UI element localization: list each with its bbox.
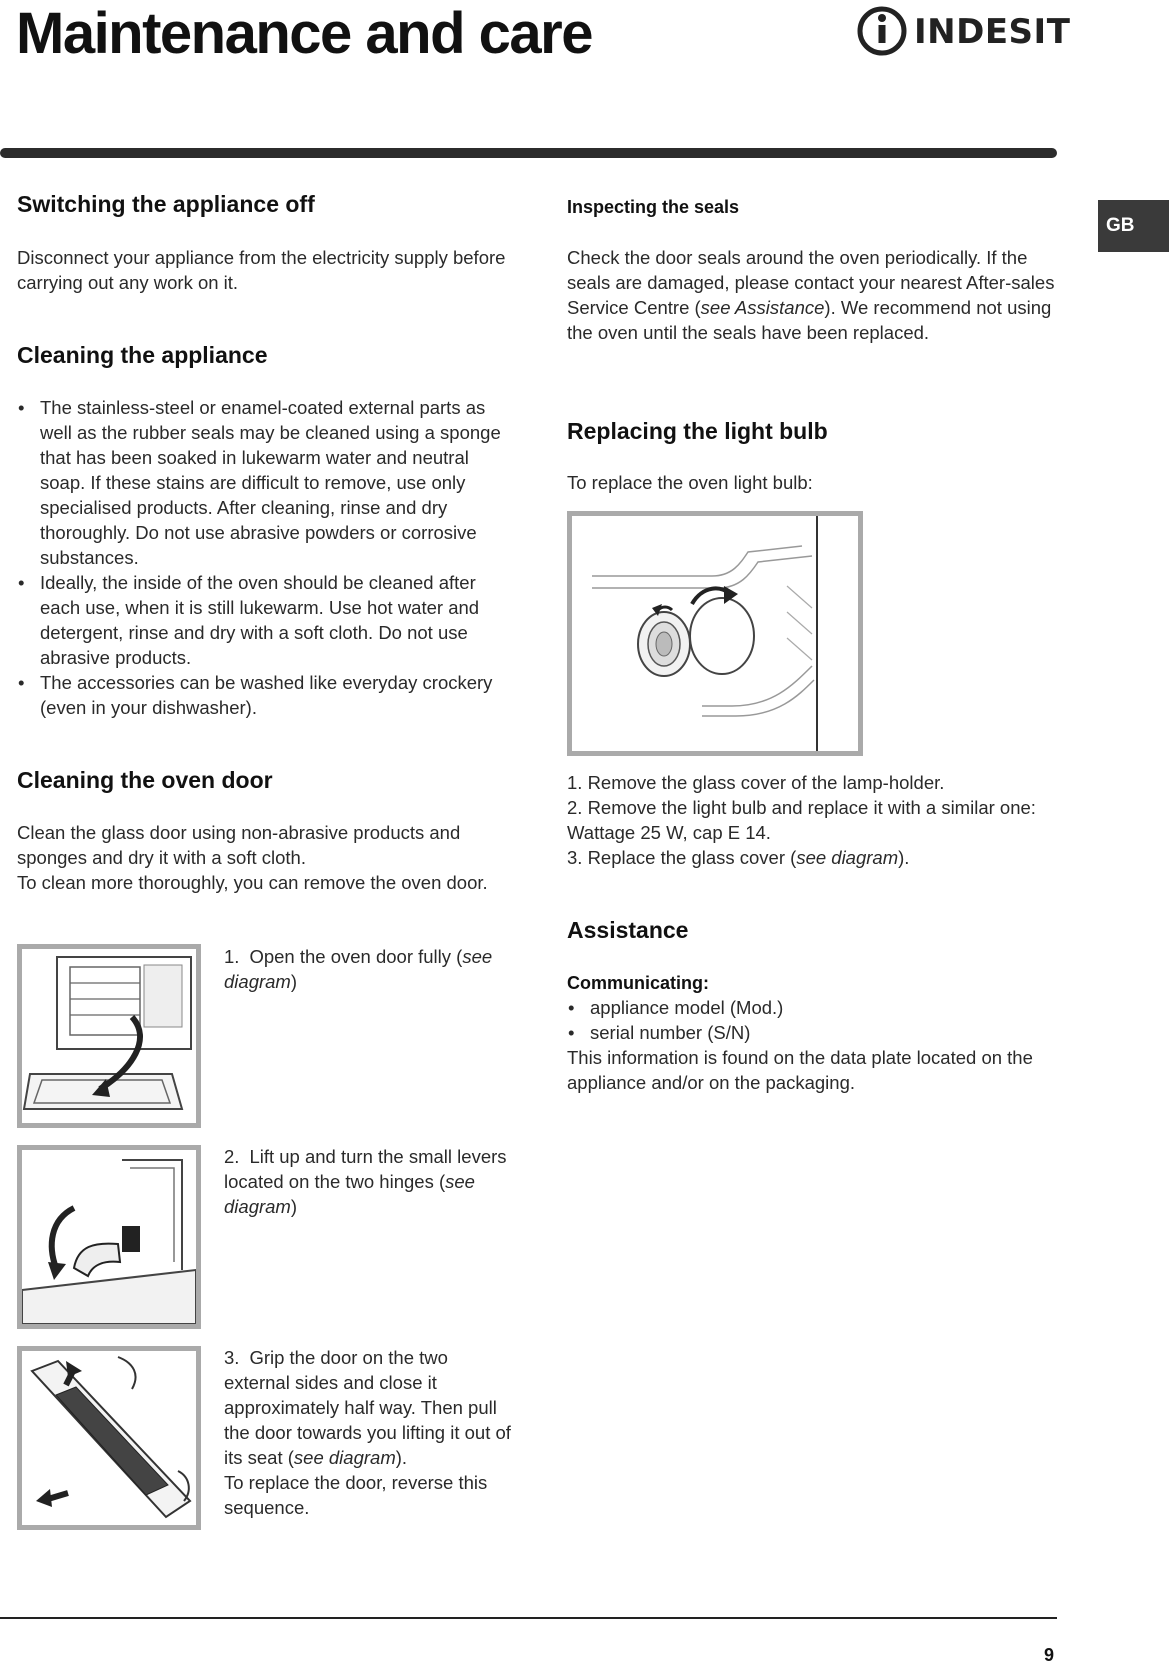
assistance-text: This information is found on the data plate located on the appliance and/or on the packaging. — [567, 1047, 1033, 1093]
indesit-logo — [856, 4, 1071, 58]
lamp-holder-diagram — [567, 511, 863, 756]
remove-door-diagram — [17, 1346, 201, 1530]
light-bulb-step-1: 1. Remove the glass cover of the lamp-holder. — [567, 772, 945, 793]
cleaning-door-intro: Clean the glass door using non-abrasive products and sponges and dry it with a soft cloth. — [17, 822, 461, 868]
step-text-extra: To replace the door, reverse this sequence. — [224, 1472, 488, 1518]
step-number: 3. — [224, 1347, 240, 1368]
assistance-subheading: Communicating: — [567, 973, 709, 993]
step-reference: see diagram — [224, 946, 493, 992]
door-step-2 — [224, 1144, 514, 1219]
list-item: • The stainless-steel or enamel-coated external parts as well as the rubber seals may be cleaned using a sponge that has been soaked in lukewarm water and neutral soap. If these stains are difficult to remove, use only specialised products. After cleaning, rinse and dry thoroughly. Do not use abrasive powders or corrosive substances. — [17, 395, 507, 570]
page-number: 9 — [1044, 1645, 1055, 1665]
light-bulb-intro: To replace the oven light bulb: — [567, 472, 813, 493]
step-text: Lift up and turn the small levers located on the two hinges ( — [224, 1146, 507, 1192]
door-step-1 — [224, 944, 514, 994]
seals-reference: see Assistance — [700, 297, 825, 318]
cleaning-appliance-list — [17, 395, 507, 720]
section-heading-cleaning-door: Cleaning the oven door — [17, 767, 273, 793]
list-item: • serial number (S/N) — [567, 1020, 1057, 1045]
page-title: Maintenance and care — [16, 1, 592, 66]
section-heading-cleaning-appliance: Cleaning the appliance — [17, 342, 268, 368]
assistance-list — [567, 995, 1057, 1045]
step-text-end: ). — [395, 1447, 408, 1468]
section-heading-switching-off: Switching the appliance off — [17, 191, 315, 217]
step-reference: see diagram — [293, 1447, 396, 1468]
brand-name: INDESIT — [914, 12, 1071, 52]
section-heading-seals: Inspecting the seals — [567, 197, 740, 217]
step-text: Open the oven door fully ( — [249, 946, 463, 967]
seals-text — [567, 245, 1057, 345]
lamp-holder-illustration — [572, 516, 858, 751]
step-text-end: ) — [290, 971, 298, 992]
step-text: Grip the door on the two external sides and close it approximately half way. Then pull the door towards you lifting it out of its seat ( — [224, 1347, 511, 1468]
hinge-lever-illustration — [22, 1150, 196, 1324]
seals-text-end: ). We recommend not using the oven until the seals have been replaced. — [567, 297, 1052, 343]
list-item: • appliance model (Mod.) — [567, 995, 1057, 1020]
hinge-levers-diagram — [17, 1145, 201, 1329]
open-door-diagram — [17, 944, 201, 1128]
footer-divider — [0, 1617, 1057, 1619]
section-heading-assistance: Assistance — [567, 917, 689, 943]
open-oven-door-illustration — [22, 949, 196, 1123]
list-item: • Ideally, the inside of the oven should be cleaned after each use, when it is still lukewarm. Use hot water and detergent, rinse and dry with a soft cloth. Do not use abrasive products. — [17, 570, 507, 670]
step-number: 1. — [224, 946, 240, 967]
light-bulb-step-2: 2. Remove the light bulb and replace it with a similar one: Wattage 25 W, cap E 14. — [567, 797, 1036, 843]
brand-logo-icon — [856, 4, 912, 58]
step-text-end: ) — [290, 1196, 298, 1217]
step-text: 3. Replace the glass cover ( — [567, 847, 797, 868]
step-reference: see diagram — [224, 1171, 475, 1217]
list-item: • The accessories can be washed like everyday crockery (even in your dishwasher). — [17, 670, 507, 720]
seals-text-start: Check the door seals around the oven periodically. If the seals are damaged, please contact your nearest After-sales Service Centre ( — [567, 247, 1055, 318]
switching-off-text: Disconnect your appliance from the electricity supply before carrying out any work on it. — [17, 247, 506, 293]
step-number: 2. — [224, 1146, 240, 1167]
door-step-3 — [224, 1345, 514, 1520]
step-text-end: ). — [898, 847, 910, 868]
header-divider — [0, 148, 1057, 158]
language-tab: GB — [1098, 200, 1169, 252]
section-heading-light-bulb: Replacing the light bulb — [567, 418, 828, 444]
step-reference: see diagram — [796, 847, 899, 868]
cleaning-door-intro-2: To clean more thoroughly, you can remove the oven door. — [17, 872, 488, 893]
remove-door-illustration — [22, 1351, 196, 1525]
light-bulb-step-3 — [567, 845, 1057, 870]
